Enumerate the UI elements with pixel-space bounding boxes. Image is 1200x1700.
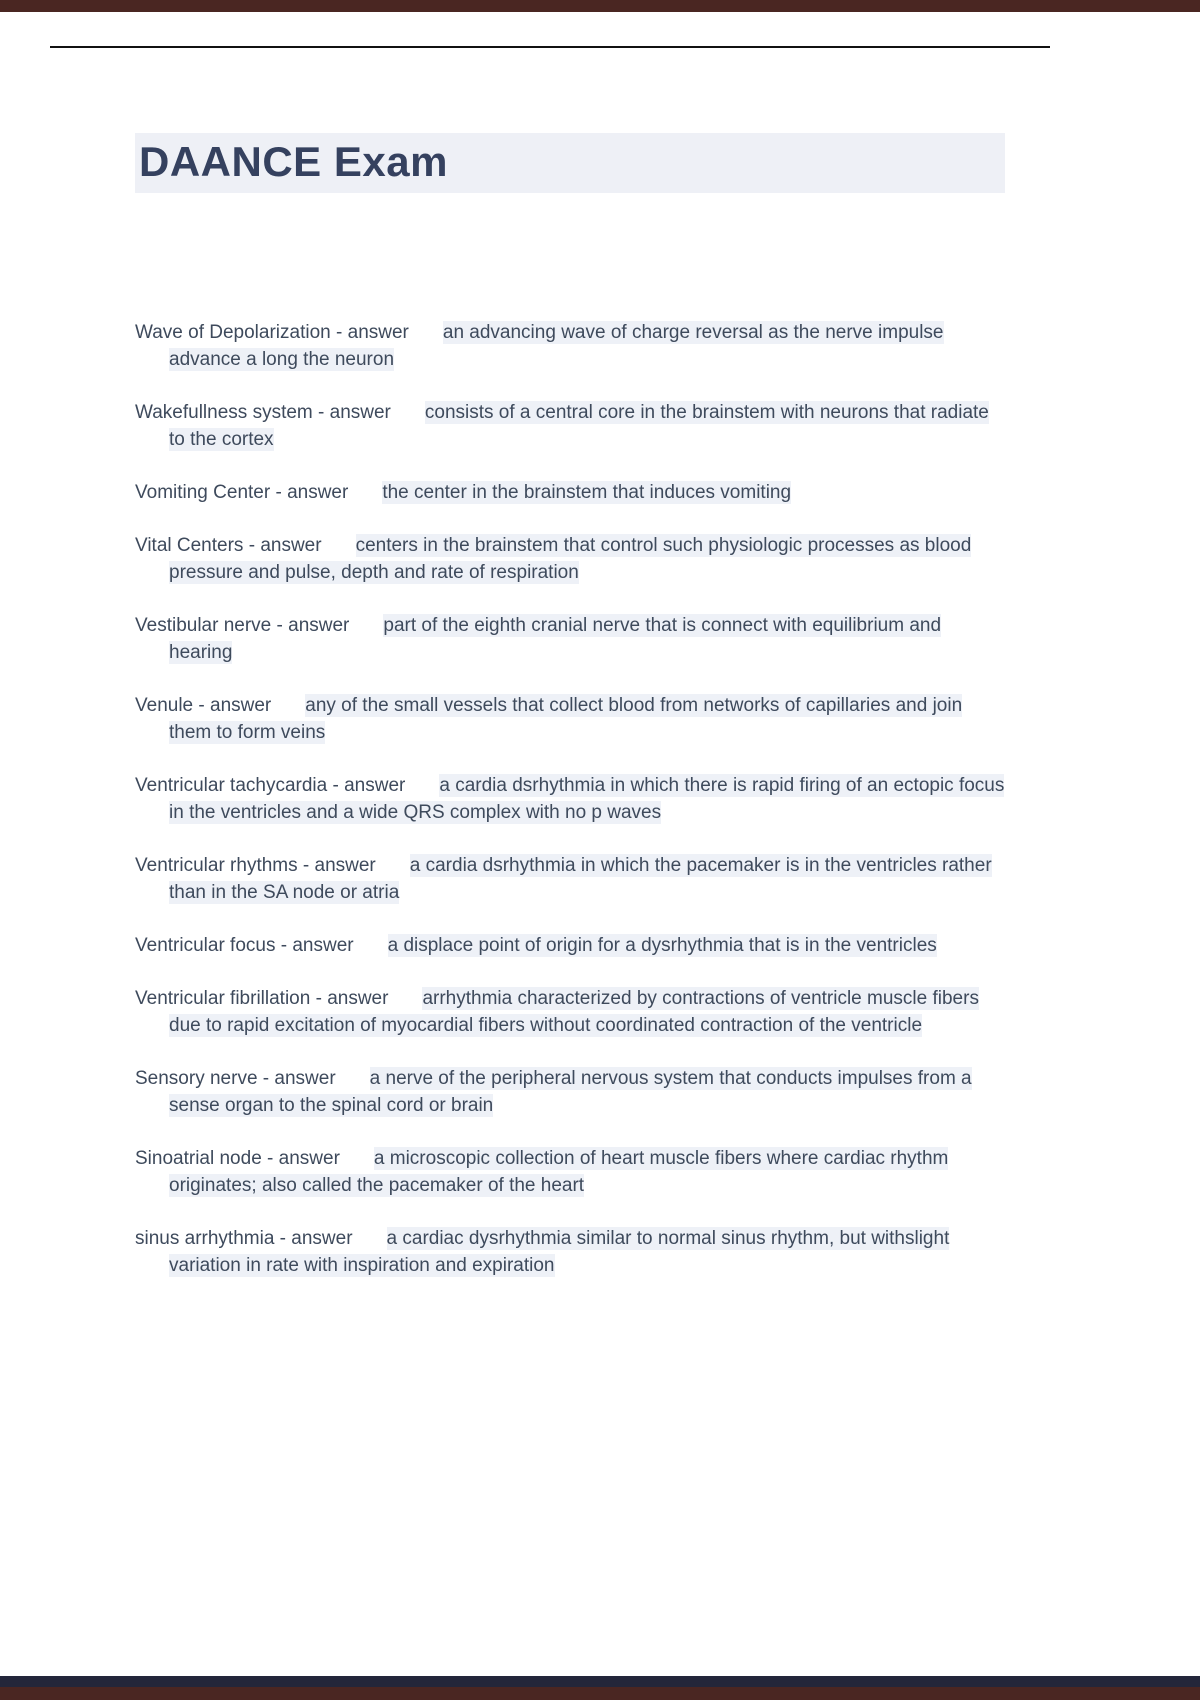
term-label: Ventricular focus [135, 935, 276, 957]
answer-text: part of the eighth cranial nerve that is connect with equilibrium and hearing [169, 615, 942, 664]
term-label: Ventricular tachycardia [135, 775, 328, 797]
answer-separator: - answer [198, 695, 272, 717]
term-entry [135, 612, 1005, 666]
answer-separator: - answer [302, 855, 376, 877]
term-entry [135, 1145, 1005, 1199]
term-label: Venule [135, 695, 194, 717]
answer-separator: - answer [248, 535, 322, 557]
answer-text: a cardia dsrhythmia in which there is rapid firing of an ectopic focus in the ventricles and a wide QRS complex with no p waves [169, 775, 1005, 824]
term-label: Wakefullness system [135, 402, 313, 424]
answer-separator: - answer [336, 322, 409, 344]
term-entry [135, 772, 1005, 826]
answer-separator: - answer [332, 775, 406, 797]
answer-text: any of the small vessels that collect blood from networks of capillaries and join them to form veins [169, 695, 963, 744]
answer-text: an advancing wave of charge reversal as the nerve impulse advance a long the neuron [169, 322, 944, 371]
answer-text: a cardia dsrhythmia in which the pacemaker is in the ventricles rather than in the SA node or atria [169, 855, 992, 904]
term-label: Vomiting Center [135, 482, 271, 504]
answer-separator: - answer [315, 988, 389, 1010]
answer-text: centers in the brainstem that control such physiologic processes as blood pressure and pulse, depth and rate of respiration [169, 535, 972, 584]
term-entry [135, 852, 1005, 906]
answer-separator: - answer [279, 1228, 353, 1250]
term-entry [135, 985, 1005, 1039]
answer-separator: - answer [275, 482, 349, 504]
answer-text: arrhythmia characterized by contractions of ventricle muscle fibers due to rapid excitation of myocardial fibers without coordinated contraction of the ventricle [169, 988, 979, 1037]
term-label: Ventricular fibrillation [135, 988, 311, 1010]
answer-text: a nerve of the peripheral nervous system that conducts impulses from a sense organ to the spinal cord or brain [169, 1068, 972, 1117]
document-content [135, 0, 1005, 1305]
answer-separator: - answer [262, 1068, 336, 1090]
term-label: Sensory nerve [135, 1068, 258, 1090]
term-entry [135, 932, 1005, 959]
entries-list [135, 319, 1005, 1279]
page-bottom-border [0, 1676, 1200, 1700]
answer-text: the center in the brainstem that induces vomiting [382, 482, 792, 504]
term-entry [135, 479, 1005, 506]
term-entry [135, 1065, 1005, 1119]
term-label: Sinoatrial node [135, 1148, 262, 1170]
page-bottom-border-inner [0, 1676, 1200, 1687]
term-entry [135, 399, 1005, 453]
answer-separator: - answer [318, 402, 391, 424]
page-title: DAANCE Exam [135, 133, 1005, 193]
term-label: Vestibular nerve [135, 615, 272, 637]
answer-text: a microscopic collection of heart muscle fibers where cardiac rhythm originates; also called the pacemaker of the heart [169, 1148, 949, 1197]
term-label: Ventricular rhythms [135, 855, 298, 877]
answer-text: a cardiac dysrhythmia similar to normal sinus rhythm, but withslight variation in rate with inspiration and expiration [169, 1228, 950, 1277]
term-entry [135, 1225, 1005, 1279]
term-entry [135, 319, 1005, 373]
term-label: sinus arrhythmia [135, 1228, 275, 1250]
answer-separator: - answer [280, 935, 354, 957]
term-entry [135, 692, 1005, 746]
answer-separator: - answer [276, 615, 350, 637]
term-entry [135, 532, 1005, 586]
answer-text: a displace point of origin for a dysrhythmia that is in the ventricles [387, 935, 937, 957]
answer-separator: - answer [267, 1148, 340, 1170]
answer-text: consists of a central core in the brainstem with neurons that radiate to the cortex [169, 402, 989, 451]
term-label: Wave of Depolarization [135, 322, 331, 344]
term-label: Vital Centers [135, 535, 244, 557]
